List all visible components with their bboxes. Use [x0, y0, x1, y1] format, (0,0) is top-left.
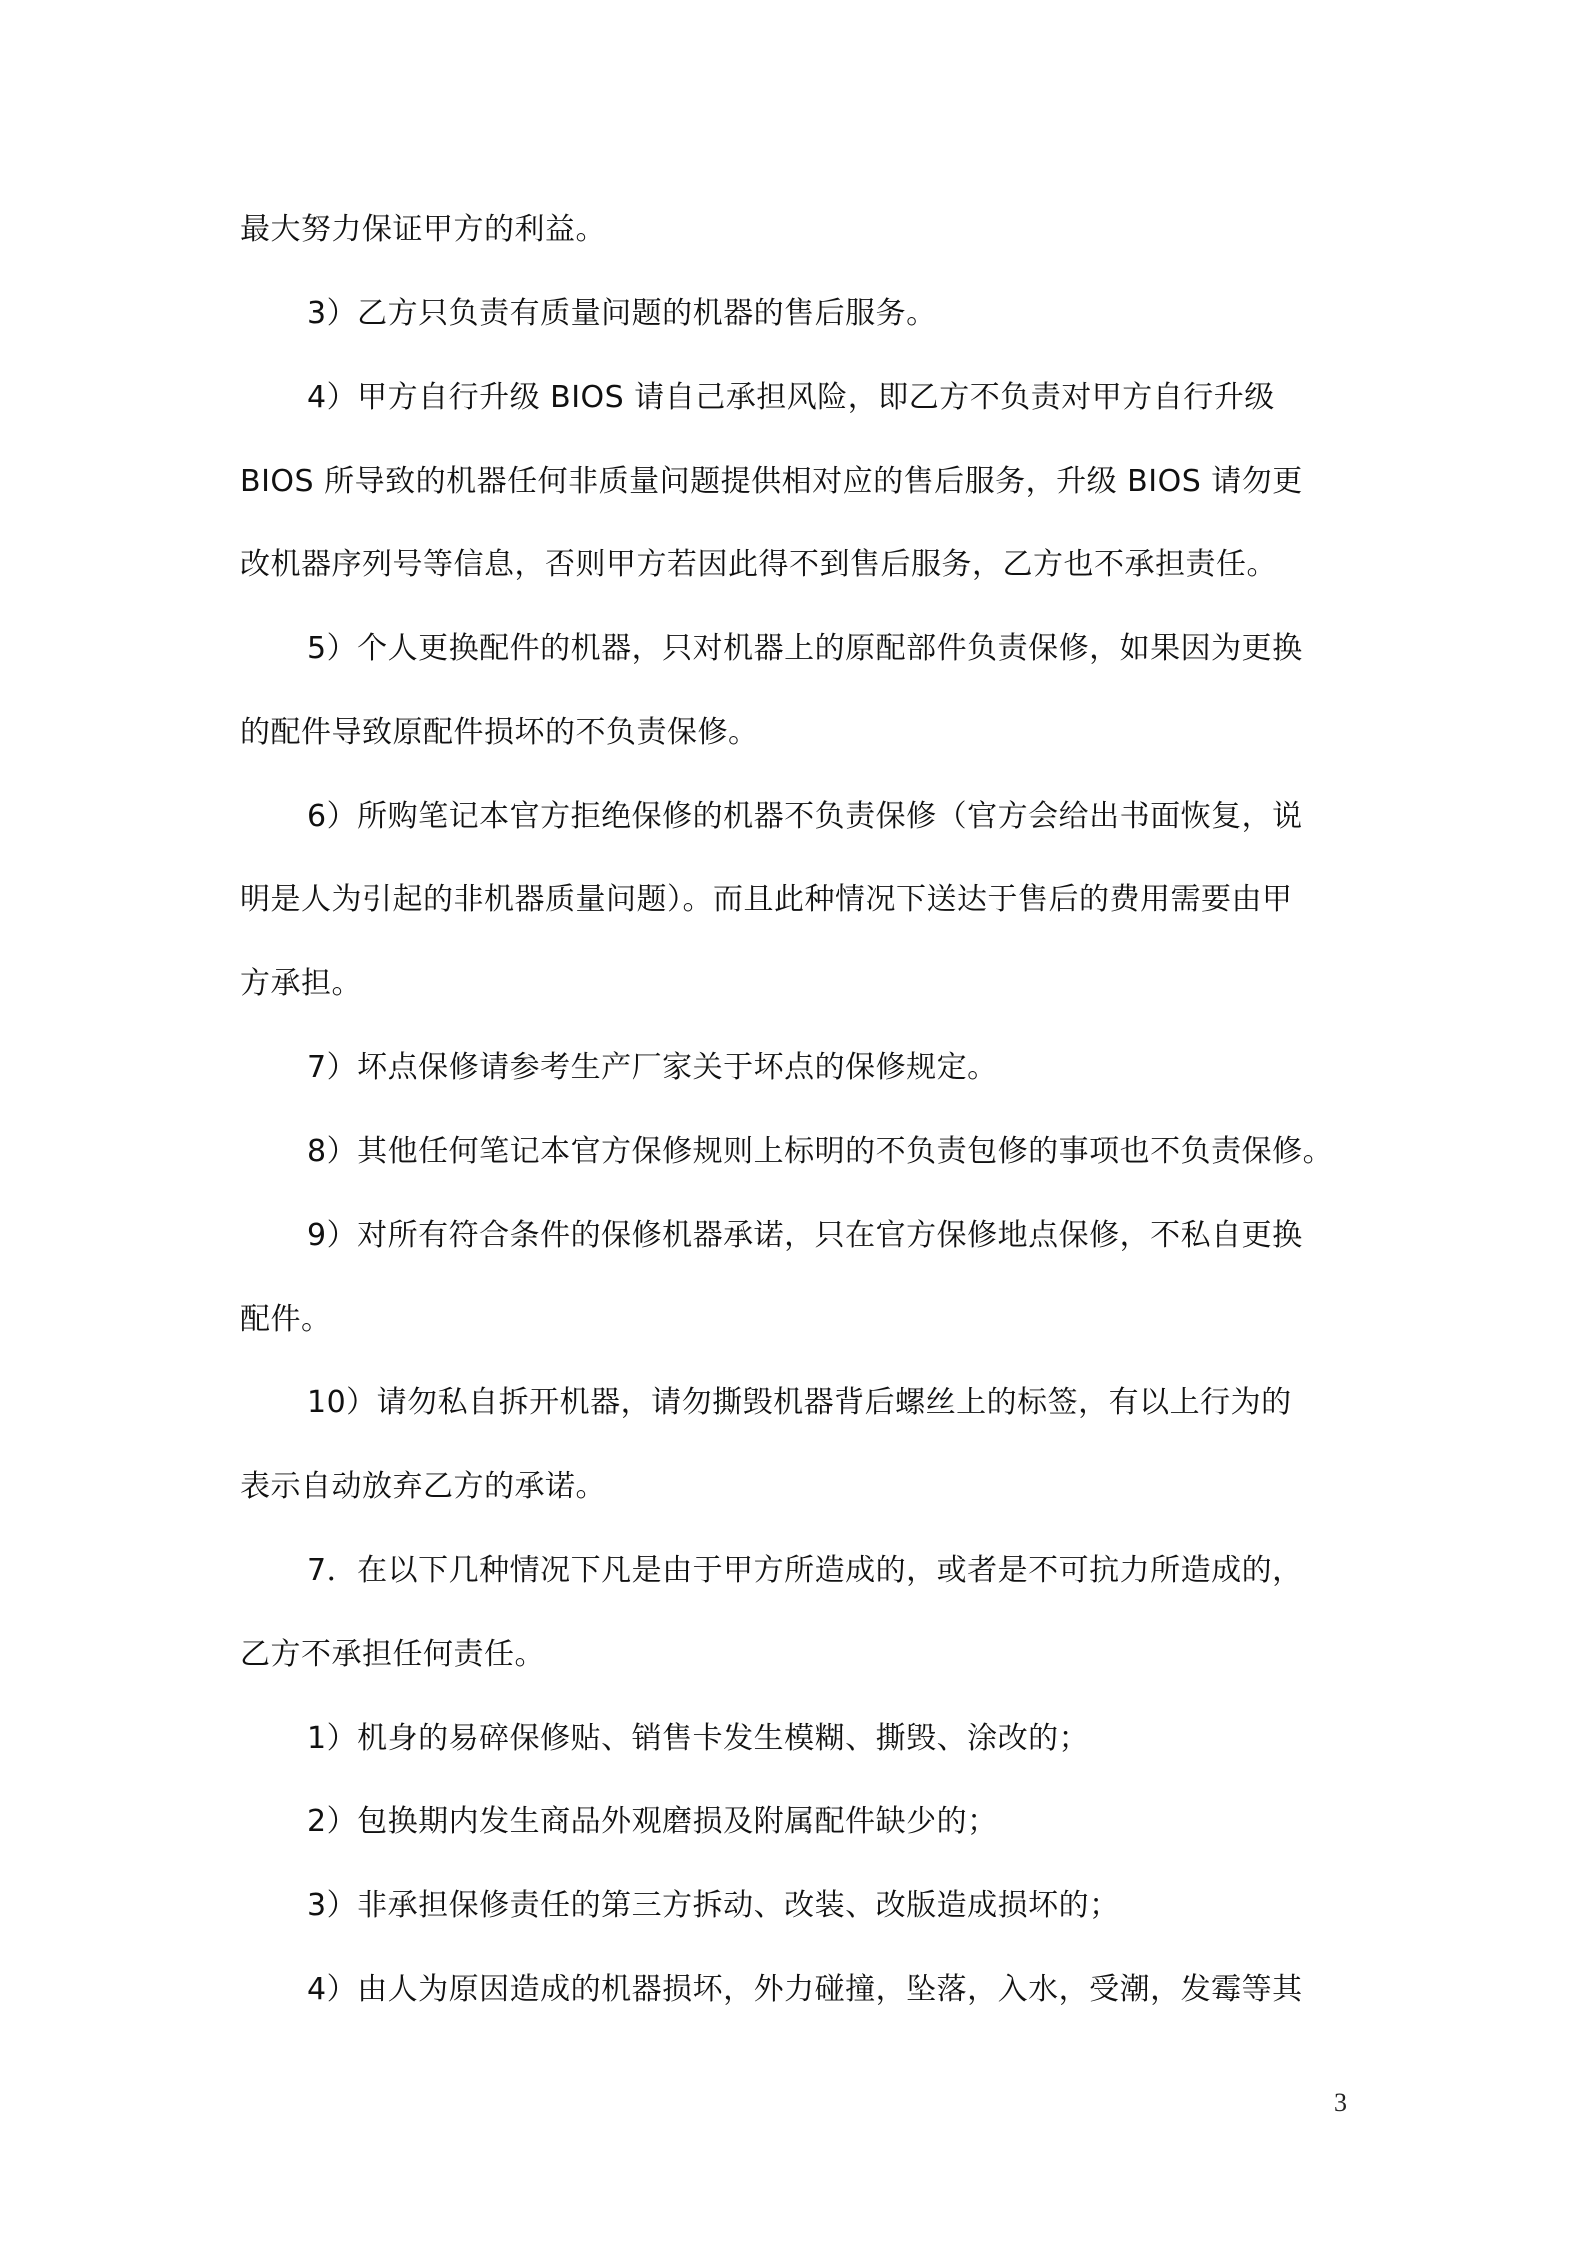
paragraph-line: 7）坏点保修请参考生产厂家关于坏点的保修规定。	[307, 1050, 998, 1085]
paragraph-line: 最大努力保证甲方的利益。	[240, 212, 606, 247]
paragraph-line: 7．在以下几种情况下凡是由于甲方所造成的，或者是不可抗力所造成的，	[307, 1553, 1303, 1588]
paragraph-line: 2）包换期内发生商品外观磨损及附属配件缺少的；	[307, 1804, 998, 1839]
paragraph-line: 乙方不承担任何责任。	[240, 1637, 545, 1672]
paragraph-line: 配件。	[240, 1302, 332, 1337]
paragraph-line: 10）请勿私自拆开机器，请勿撕毁机器背后螺丝上的标签，有以上行为的	[307, 1385, 1292, 1420]
paragraph-line: 3）非承担保修责任的第三方拆动、改装、改版造成损坏的；	[307, 1888, 1120, 1923]
paragraph-line: BIOS 所导致的机器任何非质量问题提供相对应的售后服务，升级 BIOS 请勿更	[240, 464, 1303, 499]
paragraph-line: 4）甲方自行升级 BIOS 请自己承担风险，即乙方不负责对甲方自行升级	[307, 380, 1275, 415]
paragraph-line: 方承担。	[240, 966, 362, 1001]
paragraph-line: 9）对所有符合条件的保修机器承诺，只在官方保修地点保修，不私自更换	[307, 1218, 1303, 1253]
page-number: 3	[1334, 2088, 1348, 2117]
paragraph-line: 改机器序列号等信息，否则甲方若因此得不到售后服务，乙方也不承担责任。	[240, 547, 1277, 582]
paragraph-line: 4）由人为原因造成的机器损坏，外力碰撞，坠落，入水，受潮，发霉等其	[307, 1972, 1303, 2007]
paragraph-line: 3）乙方只负责有质量问题的机器的售后服务。	[307, 296, 937, 331]
paragraph-line: 的配件导致原配件损坏的不负责保修。	[240, 715, 759, 750]
paragraph-line: 明是人为引起的非机器质量问题）。而且此种情况下送达于售后的费用需要由甲	[240, 882, 1293, 917]
paragraph-line: 5）个人更换配件的机器，只对机器上的原配部件负责保修，如果因为更换	[307, 631, 1303, 666]
paragraph-line: 表示自动放弃乙方的承诺。	[240, 1469, 606, 1504]
paragraph-line: 8）其他任何笔记本官方保修规则上标明的不负责包修的事项也不负责保修。	[307, 1134, 1334, 1169]
paragraph-line: 6）所购笔记本官方拒绝保修的机器不负责保修（官方会给出书面恢复，说	[307, 799, 1303, 834]
paragraph-line: 1）机身的易碎保修贴、销售卡发生模糊、撕毁、涂改的；	[307, 1721, 1090, 1756]
